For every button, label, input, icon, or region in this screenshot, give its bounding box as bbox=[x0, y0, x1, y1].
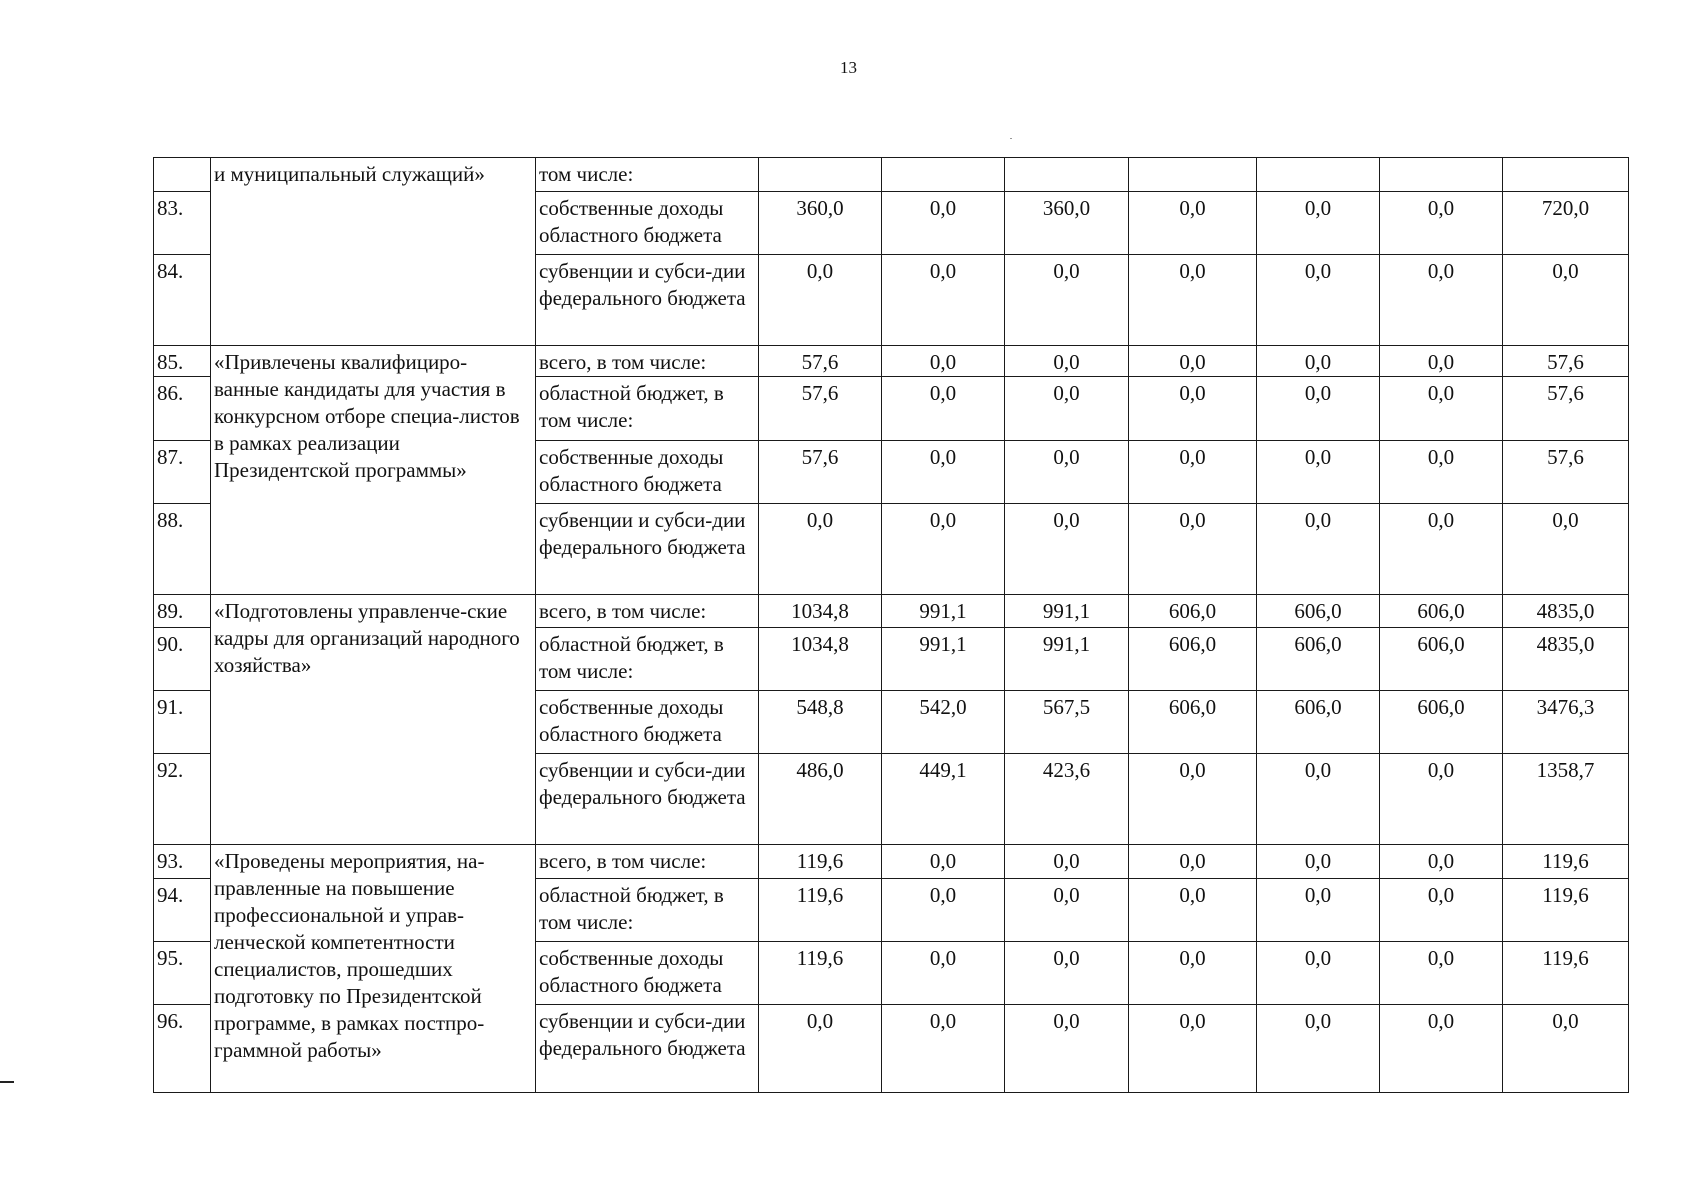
value-cell: 57,6 bbox=[1503, 441, 1629, 504]
value-cell: 119,6 bbox=[1503, 879, 1629, 942]
funding-category: том числе: bbox=[536, 158, 759, 192]
row-number: 93. bbox=[154, 845, 211, 879]
value-cell: 0,0 bbox=[1005, 255, 1129, 346]
value-cell: 606,0 bbox=[1129, 628, 1257, 691]
value-cell: 57,6 bbox=[1503, 377, 1629, 441]
value-cell: 0,0 bbox=[1005, 845, 1129, 879]
value-cell: 423,6 bbox=[1005, 754, 1129, 845]
value-cell: 360,0 bbox=[759, 192, 882, 255]
funding-category: собственные доходы областного бюджета bbox=[536, 691, 759, 754]
funding-category: всего, в том числе: bbox=[536, 845, 759, 879]
funding-category: субвенции и субси-дии федерального бюджета bbox=[536, 754, 759, 845]
value-cell: 57,6 bbox=[759, 377, 882, 441]
value-cell: 0,0 bbox=[1380, 346, 1503, 377]
value-cell: 0,0 bbox=[1129, 377, 1257, 441]
value-cell: 0,0 bbox=[882, 192, 1005, 255]
value-cell: 119,6 bbox=[1503, 845, 1629, 879]
value-cell: 1034,8 bbox=[759, 595, 882, 628]
value-cell: 0,0 bbox=[1257, 879, 1380, 942]
row-number: 95. bbox=[154, 942, 211, 1005]
value-cell: 606,0 bbox=[1380, 691, 1503, 754]
value-cell: 0,0 bbox=[882, 942, 1005, 1005]
page-number: 13 bbox=[840, 58, 857, 77]
value-cell: 57,6 bbox=[759, 346, 882, 377]
value-cell: 0,0 bbox=[1380, 1005, 1503, 1093]
value-cell: 0,0 bbox=[1129, 255, 1257, 346]
value-cell: 1034,8 bbox=[759, 628, 882, 691]
value-cell: 119,6 bbox=[1503, 942, 1629, 1005]
value-cell: 449,1 bbox=[882, 754, 1005, 845]
value-cell: 0,0 bbox=[1257, 192, 1380, 255]
value-cell: 548,8 bbox=[759, 691, 882, 754]
event-label: «Подготовлены управленче-ские кадры для организаций народного хозяйства» bbox=[211, 595, 536, 845]
value-cell: 0,0 bbox=[1005, 879, 1129, 942]
funding-category: всего, в том числе: bbox=[536, 346, 759, 377]
value-cell: 0,0 bbox=[1380, 504, 1503, 595]
funding-category: всего, в том числе: bbox=[536, 595, 759, 628]
event-label: «Проведены мероприятия, на-правленные на повышение профессиональной и управ-ленческой компетентности специалистов, прошедших подготовку по Президентской программе, в рамках постпро-граммной работы» bbox=[211, 845, 536, 1093]
value-cell: 1358,7 bbox=[1503, 754, 1629, 845]
value-cell: 567,5 bbox=[1005, 691, 1129, 754]
funding-category: областной бюджет, в том числе: bbox=[536, 628, 759, 691]
row-number: 87. bbox=[154, 441, 211, 504]
value-cell: 0,0 bbox=[1257, 1005, 1380, 1093]
budget-table bbox=[153, 157, 1629, 1093]
value-cell bbox=[882, 158, 1005, 192]
value-cell bbox=[1503, 158, 1629, 192]
value-cell: 0,0 bbox=[1257, 504, 1380, 595]
row-number: 88. bbox=[154, 504, 211, 595]
value-cell: 0,0 bbox=[1380, 255, 1503, 346]
row-number: 85. bbox=[154, 346, 211, 377]
funding-category: областной бюджет, в том числе: bbox=[536, 879, 759, 942]
funding-category: областной бюджет, в том числе: bbox=[536, 377, 759, 441]
scan-dot bbox=[1010, 138, 1012, 139]
row-number: 91. bbox=[154, 691, 211, 754]
value-cell: 57,6 bbox=[759, 441, 882, 504]
table-row bbox=[154, 595, 1629, 628]
value-cell: 0,0 bbox=[759, 255, 882, 346]
value-cell: 0,0 bbox=[882, 255, 1005, 346]
value-cell: 0,0 bbox=[759, 1005, 882, 1093]
value-cell: 0,0 bbox=[1129, 504, 1257, 595]
value-cell: 991,1 bbox=[1005, 595, 1129, 628]
value-cell: 0,0 bbox=[1257, 346, 1380, 377]
value-cell: 0,0 bbox=[1257, 255, 1380, 346]
value-cell: 4835,0 bbox=[1503, 628, 1629, 691]
value-cell: 4835,0 bbox=[1503, 595, 1629, 628]
value-cell: 0,0 bbox=[882, 1005, 1005, 1093]
value-cell: 991,1 bbox=[882, 628, 1005, 691]
value-cell: 542,0 bbox=[882, 691, 1005, 754]
row-number: 94. bbox=[154, 879, 211, 942]
value-cell bbox=[1380, 158, 1503, 192]
row-number: 92. bbox=[154, 754, 211, 845]
event-label: «Привлечены квалифициро-ванные кандидаты для участия в конкурсном отборе специа-листов в рамках реализации Президентской программы» bbox=[211, 346, 536, 595]
value-cell: 606,0 bbox=[1129, 595, 1257, 628]
value-cell: 0,0 bbox=[1503, 1005, 1629, 1093]
value-cell bbox=[1005, 158, 1129, 192]
value-cell: 0,0 bbox=[1380, 754, 1503, 845]
value-cell: 606,0 bbox=[1129, 691, 1257, 754]
funding-category: собственные доходы областного бюджета bbox=[536, 441, 759, 504]
row-number: 86. bbox=[154, 377, 211, 441]
value-cell: 0,0 bbox=[1380, 942, 1503, 1005]
value-cell: 0,0 bbox=[882, 879, 1005, 942]
value-cell: 0,0 bbox=[1380, 377, 1503, 441]
value-cell: 0,0 bbox=[882, 504, 1005, 595]
value-cell: 0,0 bbox=[1129, 1005, 1257, 1093]
value-cell: 0,0 bbox=[882, 346, 1005, 377]
value-cell: 0,0 bbox=[882, 377, 1005, 441]
row-number: 83. bbox=[154, 192, 211, 255]
value-cell: 0,0 bbox=[1129, 192, 1257, 255]
value-cell: 0,0 bbox=[1503, 255, 1629, 346]
value-cell: 119,6 bbox=[759, 942, 882, 1005]
row-number: 90. bbox=[154, 628, 211, 691]
value-cell: 606,0 bbox=[1380, 595, 1503, 628]
value-cell: 0,0 bbox=[1129, 346, 1257, 377]
funding-category: собственные доходы областного бюджета bbox=[536, 192, 759, 255]
value-cell: 0,0 bbox=[1257, 845, 1380, 879]
value-cell: 486,0 bbox=[759, 754, 882, 845]
funding-category: собственные доходы областного бюджета bbox=[536, 942, 759, 1005]
value-cell: 991,1 bbox=[1005, 628, 1129, 691]
value-cell: 0,0 bbox=[1380, 192, 1503, 255]
value-cell: 0,0 bbox=[1257, 754, 1380, 845]
value-cell: 606,0 bbox=[1257, 595, 1380, 628]
value-cell: 0,0 bbox=[1129, 879, 1257, 942]
value-cell: 991,1 bbox=[882, 595, 1005, 628]
value-cell: 0,0 bbox=[1257, 441, 1380, 504]
value-cell: 119,6 bbox=[759, 845, 882, 879]
table-row bbox=[154, 158, 1629, 192]
value-cell: 360,0 bbox=[1005, 192, 1129, 255]
table-row bbox=[154, 845, 1629, 879]
value-cell: 0,0 bbox=[759, 504, 882, 595]
table-row bbox=[154, 346, 1629, 377]
funding-category: субвенции и субси-дии федерального бюджета bbox=[536, 504, 759, 595]
value-cell: 0,0 bbox=[882, 441, 1005, 504]
value-cell: 0,0 bbox=[1129, 754, 1257, 845]
value-cell: 0,0 bbox=[882, 845, 1005, 879]
row-number: 96. bbox=[154, 1005, 211, 1093]
value-cell: 720,0 bbox=[1503, 192, 1629, 255]
value-cell bbox=[759, 158, 882, 192]
value-cell: 57,6 bbox=[1503, 346, 1629, 377]
value-cell: 0,0 bbox=[1503, 504, 1629, 595]
value-cell: 0,0 bbox=[1380, 845, 1503, 879]
row-number: 89. bbox=[154, 595, 211, 628]
value-cell: 119,6 bbox=[759, 879, 882, 942]
value-cell: 0,0 bbox=[1129, 441, 1257, 504]
value-cell: 0,0 bbox=[1129, 942, 1257, 1005]
value-cell: 0,0 bbox=[1257, 942, 1380, 1005]
value-cell: 0,0 bbox=[1005, 1005, 1129, 1093]
value-cell: 0,0 bbox=[1005, 377, 1129, 441]
value-cell: 606,0 bbox=[1257, 628, 1380, 691]
row-number: 84. bbox=[154, 255, 211, 346]
event-label: и муниципальный служащий» bbox=[211, 158, 536, 346]
value-cell bbox=[1257, 158, 1380, 192]
row-number bbox=[154, 158, 211, 192]
funding-category: субвенции и субси-дии федерального бюджета bbox=[536, 255, 759, 346]
value-cell: 0,0 bbox=[1380, 879, 1503, 942]
value-cell: 3476,3 bbox=[1503, 691, 1629, 754]
funding-category: субвенции и субси-дии федерального бюджета bbox=[536, 1005, 759, 1093]
value-cell: 0,0 bbox=[1005, 942, 1129, 1005]
margin-dash bbox=[0, 1081, 14, 1083]
value-cell: 606,0 bbox=[1257, 691, 1380, 754]
value-cell: 0,0 bbox=[1005, 346, 1129, 377]
value-cell: 0,0 bbox=[1380, 441, 1503, 504]
value-cell: 0,0 bbox=[1257, 377, 1380, 441]
value-cell bbox=[1129, 158, 1257, 192]
value-cell: 606,0 bbox=[1380, 628, 1503, 691]
value-cell: 0,0 bbox=[1129, 845, 1257, 879]
value-cell: 0,0 bbox=[1005, 441, 1129, 504]
value-cell: 0,0 bbox=[1005, 504, 1129, 595]
